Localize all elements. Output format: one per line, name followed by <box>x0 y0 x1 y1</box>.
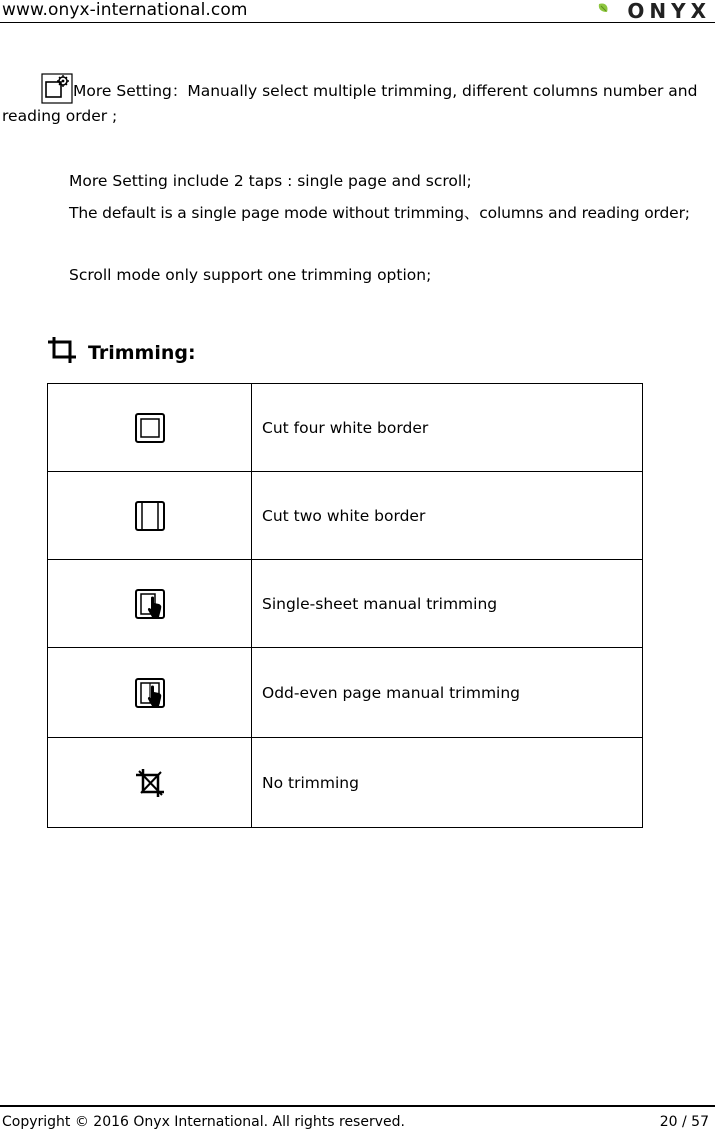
note-line-3: Scroll mode only support one trimming option; <box>69 266 432 284</box>
header-rule <box>0 22 715 23</box>
page-number: 20 / 57 <box>659 1114 709 1130</box>
onyx-logo <box>595 0 713 22</box>
option-label: Odd-even page manual trimming <box>252 648 643 738</box>
note-line-1: More Setting include 2 taps : single page and scroll; <box>69 172 472 190</box>
footer-rule <box>0 1105 715 1107</box>
option-label: Cut four white border <box>252 384 643 472</box>
intro-text-1: More Setting：Manually select multiple trimming, different columns number and <box>73 82 698 100</box>
option-label: Single-sheet manual trimming <box>252 560 643 648</box>
intro-line-2: reading order ; <box>2 107 118 125</box>
copyright-text: Copyright © 2016 Onyx International. All rights reserved. <box>2 1114 405 1130</box>
cut-two-border-icon <box>133 499 167 533</box>
table-row <box>48 560 643 648</box>
crop-icon <box>46 333 78 365</box>
table-row <box>48 472 643 560</box>
note-line-2: The default is a single page mode without trimming、columns and reading order; <box>69 204 690 222</box>
page-header <box>0 0 715 24</box>
leaf-icon <box>599 3 608 12</box>
table-row <box>48 648 643 738</box>
single-sheet-manual-icon <box>133 587 167 621</box>
icon-cell <box>48 560 252 648</box>
section-title: Trimming: <box>88 342 196 364</box>
intro-line-1 <box>41 73 697 110</box>
option-label: Cut two white border <box>252 472 643 560</box>
odd-even-manual-icon <box>133 676 167 710</box>
table-row <box>48 384 643 472</box>
icon-cell <box>48 738 252 828</box>
no-trimming-icon <box>133 766 167 800</box>
site-url: www.onyx-international.com <box>2 0 248 20</box>
icon-cell <box>48 384 252 472</box>
option-label: No trimming <box>252 738 643 828</box>
cut-four-border-icon <box>133 411 167 445</box>
onyx-logo-text: ONYX <box>627 0 711 22</box>
table-row <box>48 738 643 828</box>
trimming-table <box>47 383 643 828</box>
icon-cell <box>48 648 252 738</box>
icon-cell <box>48 472 252 560</box>
